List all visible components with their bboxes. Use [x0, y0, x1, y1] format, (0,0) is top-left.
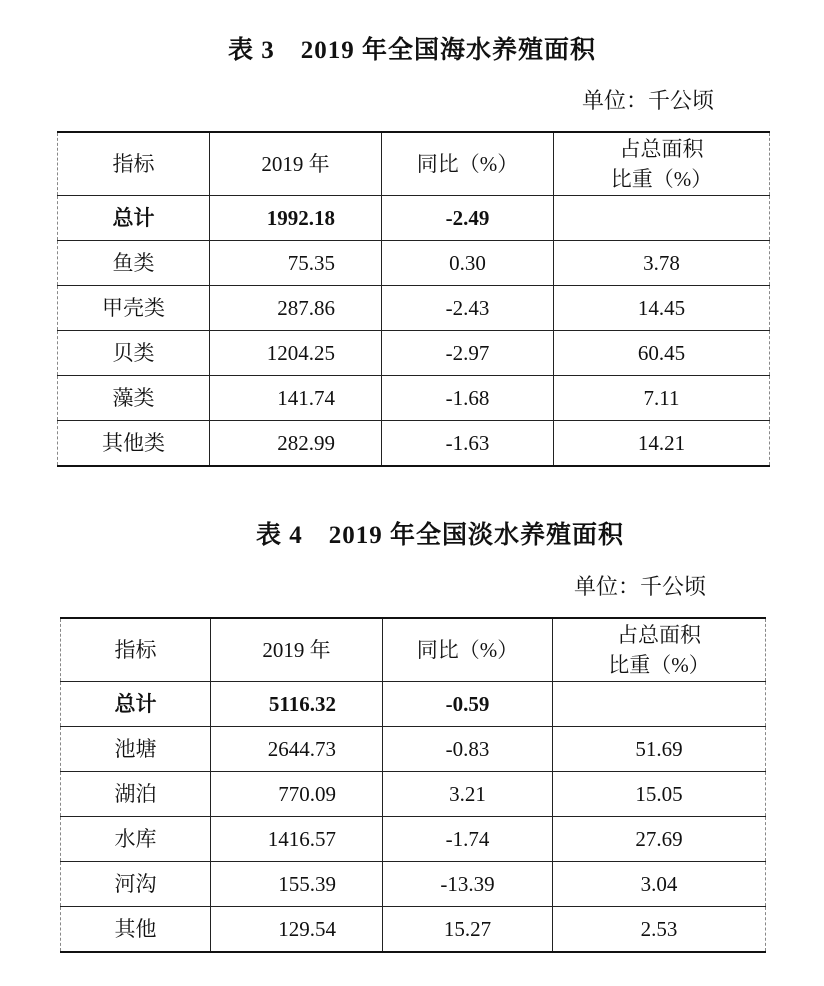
cell-value: 1992.18	[210, 196, 382, 241]
header-cell: 指标	[61, 618, 211, 682]
table-row	[61, 682, 766, 727]
cell-yoy: 3.21	[383, 772, 553, 817]
header-cell	[554, 132, 770, 196]
header-cell	[553, 618, 766, 682]
cell-share: 27.69	[553, 817, 766, 862]
cell-label: 河沟	[61, 862, 211, 907]
cell-label: 总计	[58, 196, 210, 241]
cell-label: 其他类	[58, 421, 210, 467]
cell-share: 14.21	[554, 421, 770, 467]
table-row	[58, 241, 770, 286]
cell-yoy: 15.27	[383, 907, 553, 953]
header-line: 占总面积	[619, 137, 704, 161]
cell-yoy: -1.63	[382, 421, 554, 467]
cell-value: 75.35	[210, 241, 382, 286]
cell-share: 2.53	[553, 907, 766, 953]
cell-value: 282.99	[210, 421, 382, 467]
cell-yoy: -2.43	[382, 286, 554, 331]
cell-value: 155.39	[211, 862, 383, 907]
cell-value: 5116.32	[211, 682, 383, 727]
cell-label: 池塘	[61, 727, 211, 772]
table-row	[61, 772, 766, 817]
table-row	[58, 331, 770, 376]
cell-share: 7.11	[554, 376, 770, 421]
cell-yoy: -2.97	[382, 331, 554, 376]
table3	[57, 131, 770, 467]
table4-unit: 单位：千公顷	[574, 574, 707, 599]
cell-share	[553, 682, 766, 727]
cell-value: 1204.25	[210, 331, 382, 376]
cell-label: 其他	[61, 907, 211, 953]
cell-yoy: -0.59	[383, 682, 553, 727]
cell-share: 51.69	[553, 727, 766, 772]
cell-label: 湖泊	[61, 772, 211, 817]
cell-label: 贝类	[58, 331, 210, 376]
cell-value: 287.86	[210, 286, 382, 331]
cell-yoy: -2.49	[382, 196, 554, 241]
cell-label: 藻类	[58, 376, 210, 421]
cell-share: 60.45	[554, 331, 770, 376]
table-row	[58, 376, 770, 421]
table-row	[58, 196, 770, 241]
cell-value: 1416.57	[211, 817, 383, 862]
header-cell: 同比（%）	[382, 132, 554, 196]
table4-header-row	[61, 618, 766, 682]
cell-value: 129.54	[211, 907, 383, 953]
header-cell: 同比（%）	[383, 618, 553, 682]
table-row	[61, 727, 766, 772]
cell-label: 鱼类	[58, 241, 210, 286]
table-row	[61, 817, 766, 862]
table3-title: 表 3 2019 年全国海水养殖面积	[227, 37, 596, 64]
cell-yoy: -1.74	[383, 817, 553, 862]
header-line: 比重（%）	[610, 167, 713, 191]
cell-share: 15.05	[553, 772, 766, 817]
cell-share	[554, 196, 770, 241]
header-cell: 2019 年	[210, 132, 382, 196]
table-row	[61, 907, 766, 953]
cell-share: 3.78	[554, 241, 770, 286]
header-cell: 指标	[58, 132, 210, 196]
cell-value: 770.09	[211, 772, 383, 817]
header-line: 占总面积	[617, 623, 701, 647]
cell-yoy: 0.30	[382, 241, 554, 286]
table4	[60, 617, 766, 953]
cell-yoy: -13.39	[383, 862, 553, 907]
cell-share: 3.04	[553, 862, 766, 907]
cell-yoy: -1.68	[382, 376, 554, 421]
table-row	[61, 862, 766, 907]
table-row	[58, 286, 770, 331]
header-cell: 2019 年	[211, 618, 383, 682]
cell-yoy: -0.83	[383, 727, 553, 772]
cell-label: 总计	[61, 682, 211, 727]
cell-value: 141.74	[210, 376, 382, 421]
cell-label: 水库	[61, 817, 211, 862]
cell-label: 甲壳类	[58, 286, 210, 331]
table3-header-row	[58, 132, 770, 196]
table4-title: 表 4 2019 年全国淡水养殖面积	[255, 522, 624, 549]
header-line: 比重（%）	[608, 653, 710, 677]
table3-unit: 单位：千公顷	[582, 88, 715, 113]
cell-value: 2644.73	[211, 727, 383, 772]
table-row	[58, 421, 770, 467]
cell-share: 14.45	[554, 286, 770, 331]
